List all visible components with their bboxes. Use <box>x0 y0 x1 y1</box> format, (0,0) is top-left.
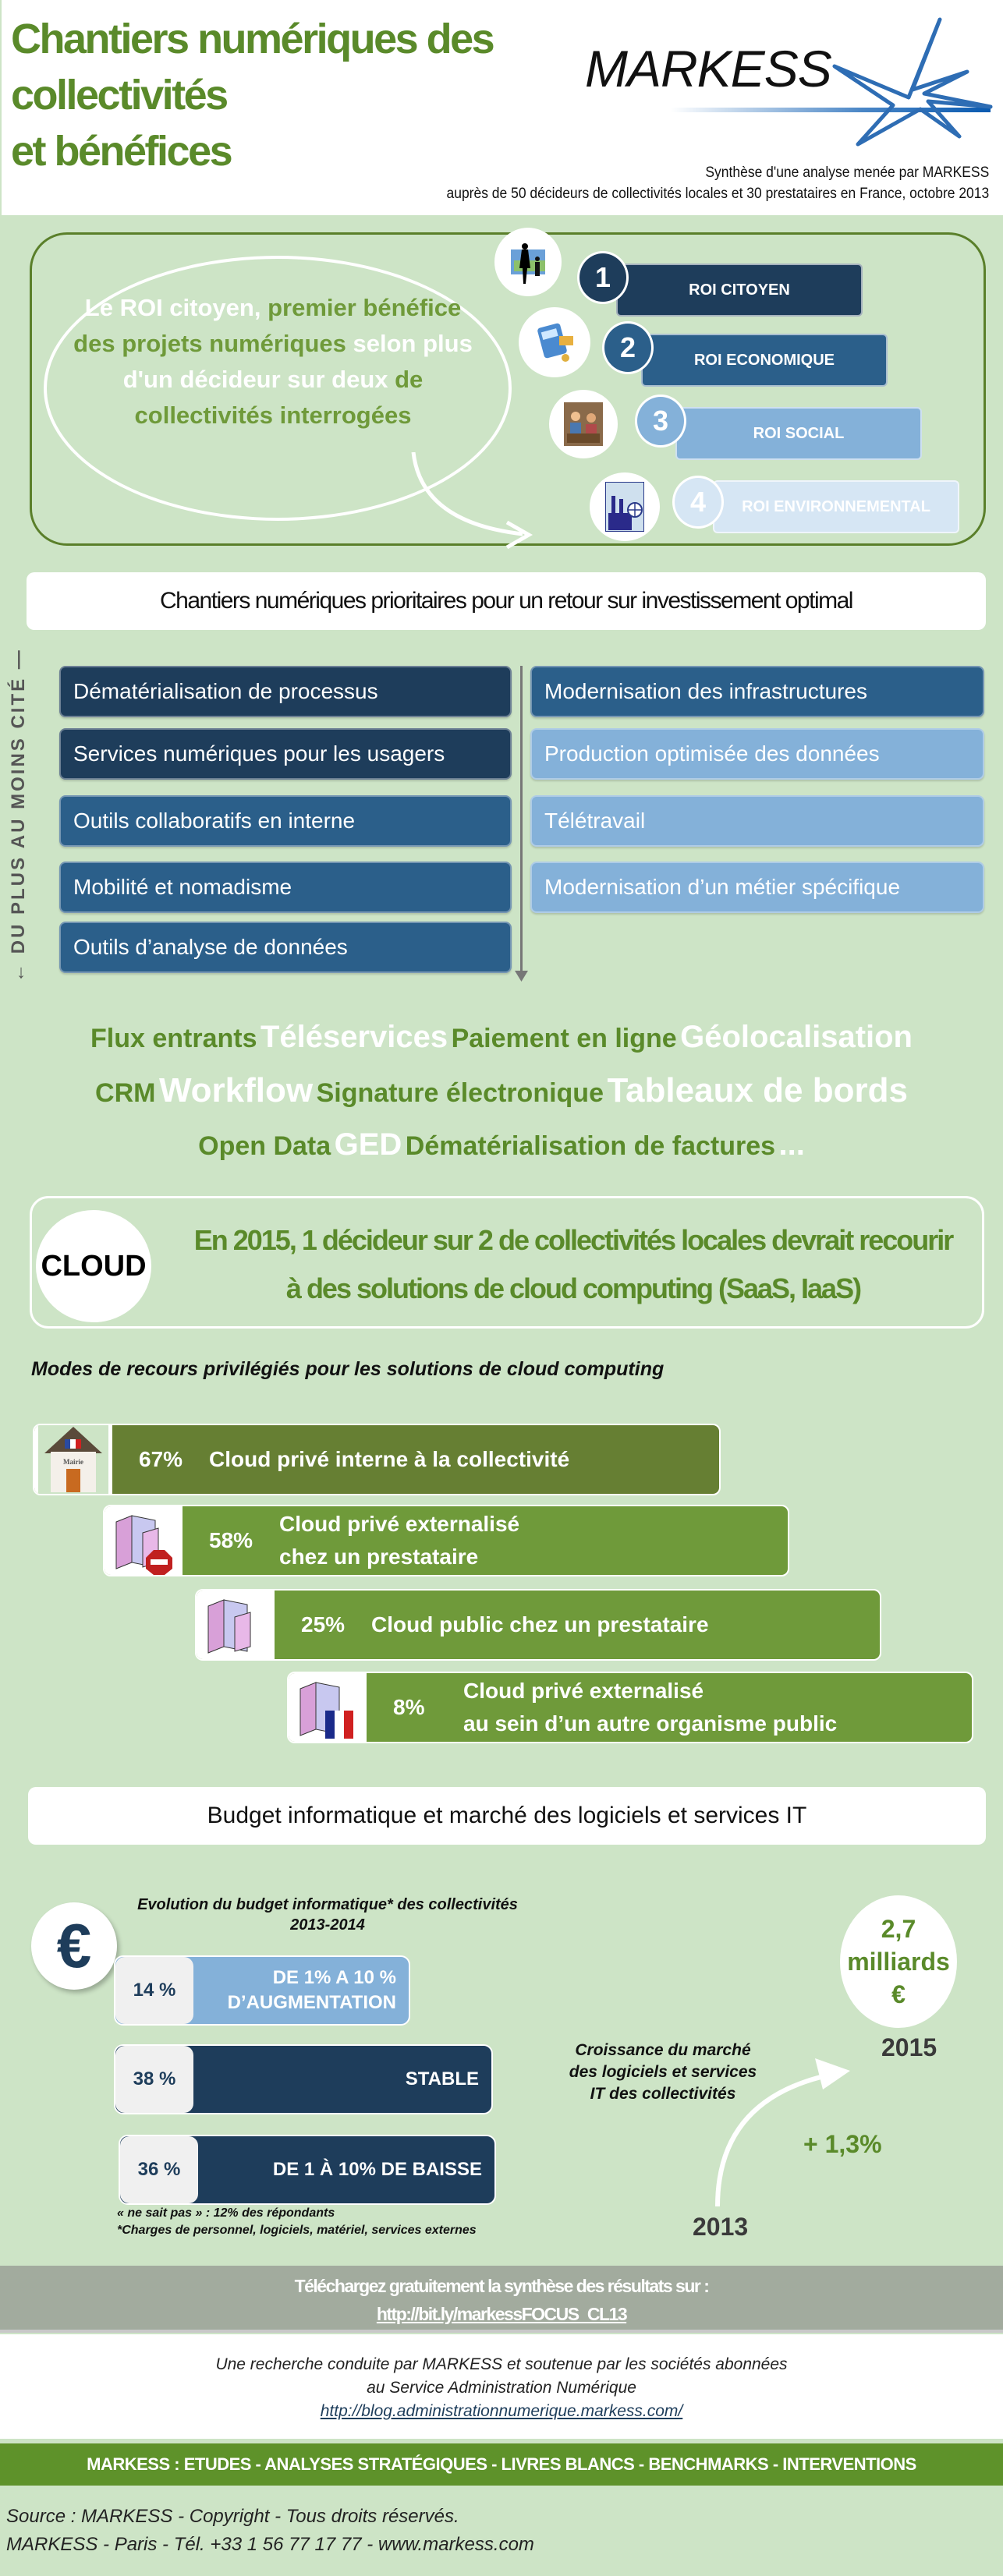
budget-label: DE 1 À 10% DE BAISSE <box>272 2159 482 2180</box>
arrow-down-icon <box>515 971 528 982</box>
title-line: Evolution du budget informatique* des collectivités <box>137 1896 518 1913</box>
priorities-section-title: Chantiers numériques prioritaires pour un retour sur investissement optimal <box>27 572 986 630</box>
cloud-mode-percent: 25% <box>301 1612 346 1637</box>
tag: Dématérialisation de factures <box>405 1131 776 1161</box>
title-line: collectivités <box>11 72 227 119</box>
roi-bar-social: ROI SOCIAL <box>675 407 922 460</box>
label-line: D’AUGMENTATION <box>227 1992 396 2013</box>
cloud-modes-title: Modes de recours privilégiés pour les solutions de cloud computing <box>31 1358 665 1380</box>
label-line: chez un prestataire <box>279 1545 479 1569</box>
roi-rank-3: 3 <box>635 395 686 448</box>
cloud-statement-line: En 2015, 1 décideur sur 2 de collectivités locales devrait recourir <box>193 1224 953 1256</box>
growth-arrow-icon <box>694 2051 928 2206</box>
factory-globe-icon <box>590 472 660 541</box>
cloud-mode-percent: 67% <box>139 1447 183 1471</box>
source-line: MARKESS - Paris - Tél. +33 1 56 77 17 77 - www.markess.com <box>6 2534 534 2555</box>
page-title <box>11 11 557 179</box>
cloud-mode-label <box>371 1608 709 1641</box>
source-line: Source : MARKESS - Copyright - Tous droits réservés. <box>6 2506 459 2527</box>
budget-label <box>193 1957 409 2024</box>
research-credits <box>0 2334 1003 2439</box>
tag: Téléservices <box>260 1020 448 1054</box>
cloud-mode-label <box>209 1443 569 1476</box>
cloud-mode-label <box>463 1675 837 1740</box>
roi-statement-part: selon plus d'un décideur sur deux <box>122 330 473 393</box>
title-line: 2013-2014 <box>290 1916 365 1934</box>
cloud-mode-percent: 8% <box>393 1695 425 1719</box>
markess-logo: MARKESS <box>585 40 831 97</box>
year-start-label: 2013 <box>693 2213 749 2241</box>
label-line: des logiciels et services <box>569 2063 757 2081</box>
label-line: Cloud public chez un prestataire <box>371 1612 709 1637</box>
tag: GED <box>334 1127 402 1162</box>
download-link[interactable]: http://bit.ly/markessFOCUS_CL13 <box>376 2304 627 2324</box>
tag-cloud-line <box>0 1127 1003 1162</box>
tag: Géolocalisation <box>680 1020 913 1054</box>
roi-rank-2: 2 <box>602 321 654 374</box>
citizens-icon <box>494 228 562 296</box>
roi-statement <box>62 290 484 433</box>
tag: Paiement en ligne <box>451 1024 677 1053</box>
growth-rate: + 1,3% <box>803 2130 882 2158</box>
survey-subtitle <box>446 162 989 204</box>
budget-section-title: Budget informatique et marché des logiciels et services IT <box>28 1787 986 1845</box>
priority-item: Outils collaboratifs en interne <box>59 795 512 847</box>
priority-item: Télétravail <box>530 795 984 847</box>
note: « ne sait pas » : 12% des répondants <box>117 2206 335 2220</box>
download-text: Téléchargez gratuitement la synthèse des résultats sur : <box>294 2276 709 2296</box>
ranking-axis-label: ← DU PLUS AU MOINS CITÉ — <box>8 648 29 982</box>
priority-item: Dématérialisation de processus <box>59 666 512 717</box>
label-line: Croissance du marché <box>575 2041 751 2059</box>
buildings-flag-icon <box>289 1673 367 1742</box>
priority-item: Production optimisée des données <box>530 728 984 780</box>
buildings-icon <box>197 1591 275 1659</box>
cloud-badge: CLOUD <box>36 1210 151 1322</box>
payment-terminal-icon <box>519 307 590 377</box>
town-hall-icon <box>34 1425 112 1494</box>
credit-line: au Service Administration Numérique <box>367 2379 636 2397</box>
budget-row <box>114 2044 493 2114</box>
label-line: Cloud privé interne à la collectivité <box>209 1447 570 1471</box>
priority-item: Services numériques pour les usagers <box>59 728 512 780</box>
cloud-mode-percent: 58% <box>209 1528 253 1552</box>
cloud-statement-line: à des solutions de cloud computing (SaaS, IaaS) <box>285 1272 861 1304</box>
budget-percent: 14 % <box>115 1957 193 2024</box>
source-copyright <box>6 2503 534 2559</box>
roi-rank-1: 1 <box>577 251 629 304</box>
buildings-stop-icon <box>105 1506 183 1575</box>
priority-item: Modernisation des infrastructures <box>530 666 984 717</box>
people-meeting-icon <box>549 390 618 458</box>
value-line: milliards <box>847 1948 950 1976</box>
roi-statement-part: Le ROI citoyen, <box>84 294 268 321</box>
tag: Tableaux de bords <box>607 1071 908 1109</box>
title-line: Chantiers numériques des <box>11 16 494 62</box>
year-end-label: 2015 <box>881 2033 937 2061</box>
budget-label: STABLE <box>405 2068 479 2089</box>
tag: ... <box>778 1127 805 1162</box>
services-banner: MARKESS : ETUDES - ANALYSES STRATÉGIQUES - LIVRES BLANCS - BENCHMARKS - INTERVENTIONS <box>0 2443 1003 2486</box>
budget-row <box>114 1955 410 2026</box>
axis-label-text: DU PLUS AU MOINS CITÉ <box>8 676 29 954</box>
cloud-mode-bar <box>103 1505 789 1576</box>
priority-item: Modernisation d’un métier spécifique <box>530 862 984 913</box>
tag: Open Data <box>198 1131 331 1161</box>
cloud-mode-bar <box>195 1589 881 1661</box>
curved-arrow-icon <box>390 452 546 554</box>
tag-cloud-line <box>0 1020 1003 1055</box>
blog-link[interactable]: http://blog.administrationnumerique.markess.com/ <box>320 2402 683 2420</box>
title-line: et bénéfices <box>11 128 232 175</box>
download-banner <box>0 2266 1003 2333</box>
subtitle-line: auprès de 50 décideurs de collectivités locales et 30 prestataires en France, octobre 2013 <box>446 186 989 202</box>
tag: Workflow <box>158 1071 314 1109</box>
label-line: IT des collectivités <box>590 2085 736 2103</box>
label-line: DE 1% A 10 % <box>272 1967 396 1988</box>
budget-percent: 36 % <box>120 2136 198 2203</box>
tag-cloud-line <box>0 1071 1003 1110</box>
value-line: € <box>891 1980 906 2008</box>
roi-bar-environnemental: ROI ENVIRONNEMENTAL <box>713 480 959 533</box>
priority-item: Outils d’analyse de données <box>59 922 512 973</box>
budget-notes <box>117 2205 477 2239</box>
label-line: au sein d’un autre organisme public <box>463 1711 838 1736</box>
label-line: Cloud privé externalisé <box>279 1512 520 1536</box>
svg-text:Mairie: Mairie <box>63 1458 83 1466</box>
roi-statement-part: de collectivités interrogées <box>134 366 424 429</box>
cloud-mode-bar <box>287 1672 973 1743</box>
budget-percent: 38 % <box>115 2046 193 2113</box>
tag: CRM <box>95 1078 156 1108</box>
cloud-statement <box>164 1216 983 1313</box>
budget-chart-title <box>94 1895 562 1935</box>
column-divider <box>520 666 523 978</box>
cloud-mode-label <box>279 1508 519 1573</box>
roi-statement-part: premier bénéfice des projets numériques <box>73 294 462 357</box>
roi-bar-economique: ROI ECONOMIQUE <box>641 334 888 387</box>
tag: Signature électronique <box>316 1078 604 1108</box>
tag: Flux entrants <box>90 1024 257 1053</box>
credit-line: Une recherche conduite par MARKESS et soutenue par les sociétés abonnées <box>215 2355 788 2373</box>
euro-icon: € <box>31 1902 117 1990</box>
budget-row <box>119 2135 496 2205</box>
label-line: Cloud privé externalisé <box>463 1679 704 1703</box>
cloud-mode-bar <box>33 1424 721 1495</box>
value-line: 2,7 <box>881 1915 916 1943</box>
roi-bar-citoyen: ROI CITOYEN <box>616 264 863 317</box>
roi-rank-4: 4 <box>672 476 724 529</box>
priority-item: Mobilité et nomadisme <box>59 862 512 913</box>
subtitle-line: Synthèse d'une analyse menée par MARKESS <box>705 165 989 181</box>
note: *Charges de personnel, logiciels, matériel, services externes <box>117 2224 477 2237</box>
market-value-circle <box>840 1895 957 2028</box>
